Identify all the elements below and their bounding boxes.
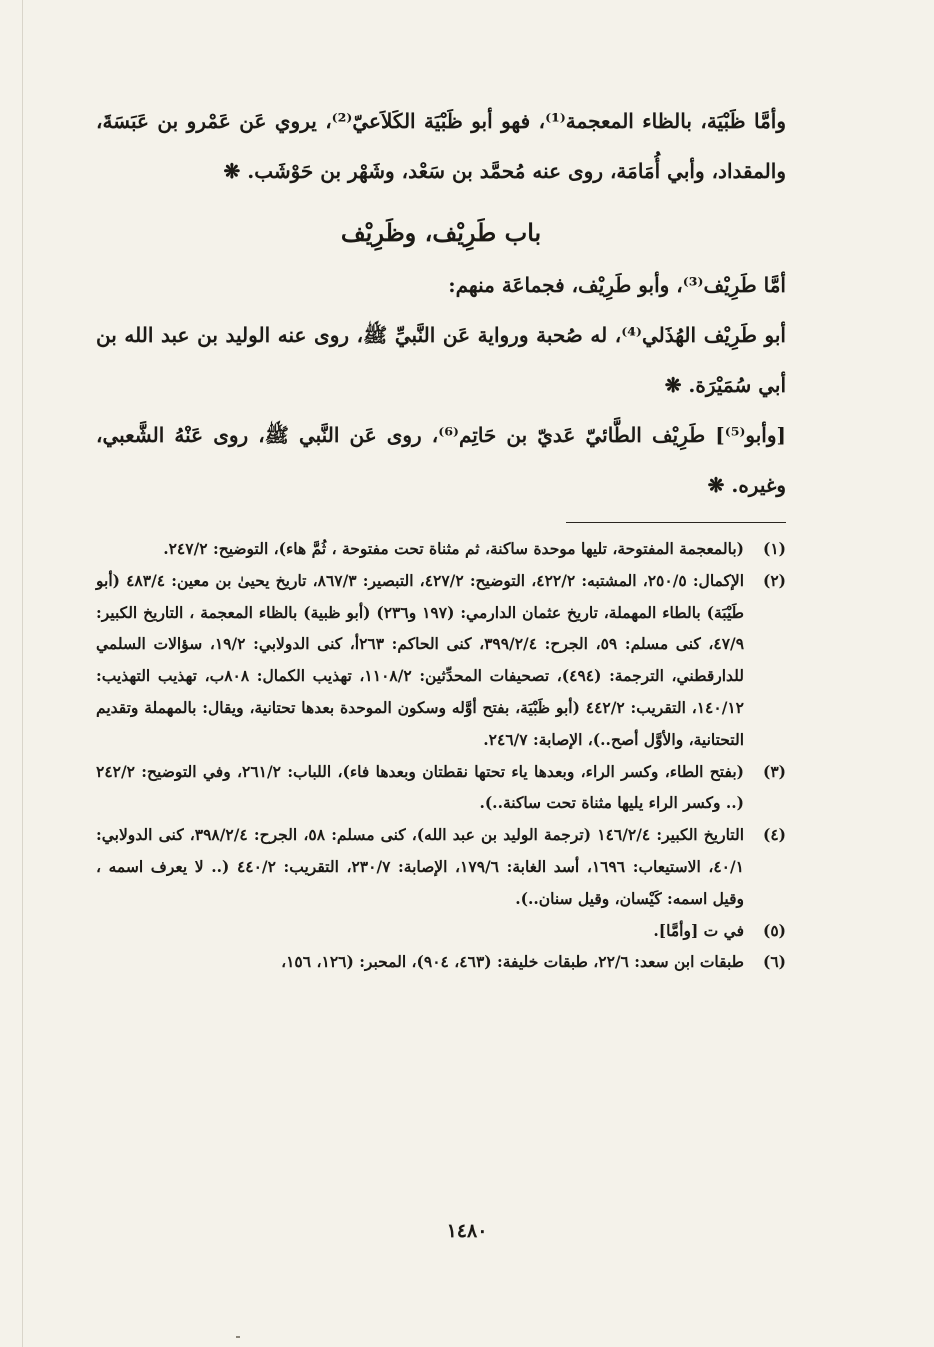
footnote	[96, 565, 786, 756]
footnotes	[96, 533, 786, 978]
paragraph-abu-zabya: وأمَّا ظَبْيَة، بالظاء المعجمة⁽¹⁾، فهو أبو ظَبْيَة الكَلاَعيّ⁽²⁾، يروي عَن عَمْرو بن عَبَسَةَ، والمقداد، وأبي أُمَامَة، روى عنه مُحمَّد بن سَعْد، وشَهْر بن حَوْشَب. ❋	[96, 109, 787, 183]
footnote	[96, 915, 786, 947]
page-edge	[22, 0, 23, 1347]
footnote	[96, 756, 786, 820]
footnote-text: طبقات ابن سعد: ٢٢/٦، طبقات خليفة: (٤٦٣، ٩٠٤)، المحبر: (١٢٦، ١٥٦،	[281, 952, 744, 972]
footnote-text: (بفتح الطاء، وكسر الراء، وبعدها ياء تحتها نقطتان وبعدها فاء)، اللباب: ٢٦١/٢، وفي التوضيح: ٢٤٢/٢ (.. وكسر الراء يليها مثناة تحت ساكنة..).	[96, 761, 744, 813]
footnote-text: (بالمعجمة المفتوحة، تليها موحدة ساكنة، ثم مثناة تحت مفتوحة ، ثُمَّ هاء)، التوضيح: ٢٤٧/٢.	[163, 539, 744, 558]
footnote-number: (١)	[762, 539, 786, 558]
footnote	[96, 533, 786, 565]
page-content	[96, 96, 786, 978]
paragraph-tarif-intro: أمَّا طَرِيْف⁽³⁾، وأبو طَرِيْف، فجماعَة منهم:	[448, 273, 786, 297]
paragraph-abu-tarif-hudhali: أبو طَرِيْف الهُذَلي⁽⁴⁾، له صُحبة ورواية عَن النَّبيِّ ﷺ، روى عنه الوليد بن عبد الله بن أبي سُمَيْرَة. ❋	[96, 323, 786, 397]
footnote-text: التاريخ الكبير: ١٤٦/٢/٤ (ترجمة الوليد بن عبد الله)، كنى مسلم: ٥٨، الجرح: ٣٩٨/٢/٤، كنى الدولابي: ٤٠/١، الاستيعاب: ١٦٩٦، أسد الغابة: ١٧٩/٦، الإصابة: ٢٣٠/٧، التقريب: ٤٤٠/٢ (.. لا يعرف اسمه ، وقيل اسمه: كَيْسان، وقيل سنان..).	[96, 825, 745, 908]
footnote-divider	[566, 522, 786, 523]
footnote	[96, 946, 786, 978]
footnote-number: (٦)	[762, 952, 786, 972]
page-number: ١٤٨٠	[446, 1220, 488, 1242]
footnote-number: (٥)	[762, 920, 786, 940]
footnote-text: الإكمال: ٢٥٠/٥، المشتبه: ٤٢٢/٢، التوضيح: ٤٢٧/٢، التبصير: ٨٦٧/٣، تاريخ يحيىٰ بن معين: ٤٨٣/٤ (أبو طَيْبَة) بالطاء المهملة، تاريخ عثمان الدارمي: (١٩٧ و٢٣٦) (أبو ظبية) بالظاء المعجمة ، التاريخ الكبير: ٤٧/٩، كنى مسلم: ٥٩، الجرح: ٣٩٩/٢/٤، كنى الحاكم: ٢٦٣أ، كنى الدولابي: ١٩/٢، سؤالات السلمي للدارقطني، الترجمة: (٤٩٤)، تصحيفات المحدِّثين: ١١٠٨/٢، تهذيب الكمال: ٨٠٨ب، تهذيب التهذيب: ١٤٠/١٢، التقريب: ٤٤٢/٢ (أبو ظَبْيَة، بفتح أوَّله وسكون الموحدة بعدها تحتانية، ويقال: بالمهملة وتقديم التحتانية، والأوَّل أصح..)، الإصابة: ٢٤٦/٧.	[96, 570, 745, 749]
section-heading: باب طَرِيْف، وظَرِيْف	[340, 218, 542, 247]
paragraph-adi-bin-hatim: [وأبو⁽⁵⁾] طَرِيْف الطَّائيّ عَديّ بن حَاتِم⁽⁶⁾، روى عَن النَّبي ﷺ، روى عَنْهُ الشَّعبي، وغيره. ❋	[96, 423, 786, 497]
footnote-number: (٤)	[762, 825, 786, 845]
footnote-number: (٣)	[762, 761, 786, 781]
footnote	[96, 819, 786, 914]
footnote-text: في ت [وأمَّا].	[653, 920, 744, 940]
scan-speck	[236, 1336, 240, 1338]
footnote-number: (٢)	[762, 570, 786, 590]
